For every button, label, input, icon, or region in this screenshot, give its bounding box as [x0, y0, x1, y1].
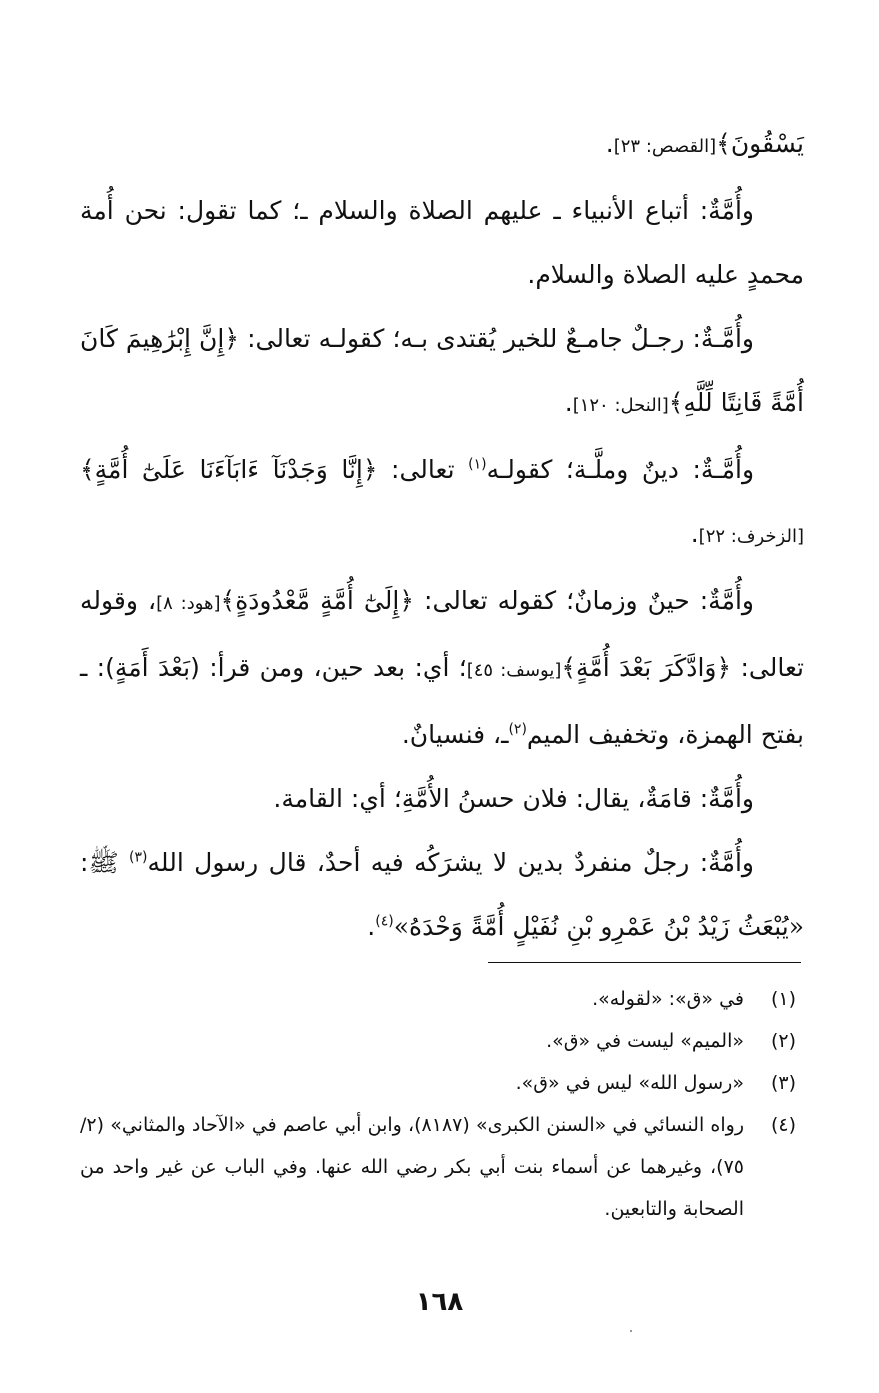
- ornate-bracket-open: ﴿: [716, 653, 732, 682]
- footnote-separator: [488, 962, 801, 963]
- footnote-text: في «ق»: «لقوله».: [592, 988, 744, 1010]
- quran-verse: يَسْقُونَ: [730, 129, 804, 158]
- footnote-number: (٢): [770, 1030, 796, 1052]
- footnote-number: (٣): [770, 1072, 796, 1094]
- hadith-text: «يُبْعَثُ زَيْدُ بْنُ عَمْرِو بْنِ نُفَيْلٍ أُمَّةً وَحْدَهُ»: [393, 912, 804, 941]
- footnote-number: (١): [770, 988, 796, 1010]
- paragraph-text: وأُمَّةٌ: أتباع الأنبياء ـ عليهم الصلاة والسلام ـ؛ كما تقول: نحن أُمة محمدٍ عليه الصلاة والسلام.: [80, 196, 804, 289]
- ornate-bracket-close: ﴾: [80, 455, 95, 484]
- quran-verse: إِلَىٰٓ أُمَّةٍ مَّعْدُودَةٍ: [235, 586, 400, 615]
- paragraph-5: [80, 767, 804, 831]
- paragraph-6: وأُمَّةٌ: رجلٌ منفردٌ بدين لا يشرَكُه فيه أحدٌ، قال رسول الله$^{(٣)}$ ﷺ: «يُبْعَثُ زَيْدُ بْنُ عَمْرِو بْنِ نُفَيْلٍ أُمَّةً وَحْدَهُ»$^{(٤)}$.: [80, 848, 804, 941]
- footnote-text: «رسول الله» ليس في «ق».: [515, 1072, 744, 1094]
- footnote-marker: (٢): [508, 721, 527, 738]
- footnote: [80, 978, 796, 1020]
- paragraph-3: وأُمَّـةٌ: دينٌ وملَّـة؛ كقولـه$^{(١)}$ تعالى: ﴿إِنَّا وَجَدْنَآ ءَابَآءَنَا عَلَىٰٓ أُمَّةٍ﴾[الزخرف: ٢٢].: [80, 455, 804, 548]
- verse-reference: [يوسف: ٤٥]: [466, 660, 562, 681]
- paragraph-4: وأُمَّةٌ: حينٌ وزمانٌ؛ كقوله تعالى: ﴿إِلَىٰٓ أُمَّةٍ مَّعْدُودَةٍ﴾[هود: ٨]، وقوله تعالى: ﴿وَادَّكَرَ بَعْدَ أُمَّةٍ﴾[يوسف: ٤٥]؛ أي: بعد حين، ومن قرأ: (بَعْدَ أَمَةٍ): ـ بفتح الهمزة، وتخفيف الميم$^{(٢)}$ـ، فنسيانٌ.: [80, 586, 804, 749]
- quran-verse: إِنَّ إِبْرَٰهِيمَ كَانَ أُمَّةً قَانِتًا لِّلَّهِ: [80, 324, 804, 417]
- footnote-text: رواه النسائي في «السنن الكبرى» (٨١٨٧)، وابن أبي عاصم في «الآحاد والمثاني» (٢/ ٧٥)، وغيرهما عن أسماء بنت أبي بكر رضي الله عنها. وفي الباب عن غير واحد من الصحابة والتابعين.: [80, 1114, 744, 1220]
- footnote: [80, 1020, 796, 1062]
- verse-reference: [القصص: ٢٣]: [613, 136, 717, 157]
- footnote-marker: (٣): [129, 849, 148, 866]
- ornate-bracket-open: ﴿: [224, 324, 239, 353]
- salawat-icon: ﷺ: [88, 848, 119, 877]
- ornate-bracket-open: ﴿: [399, 586, 414, 615]
- footnote-marker: (٤): [375, 913, 394, 930]
- footnotes: [80, 978, 796, 1230]
- ornate-bracket-close: ﴾: [668, 388, 684, 417]
- quran-verse: وَادَّكَرَ بَعْدَ أُمَّةٍ: [576, 653, 717, 682]
- ornate-bracket-close: ﴾: [716, 129, 731, 158]
- print-speck: [630, 1330, 632, 1332]
- quran-verse: إِنَّا وَجَدْنَآ ءَابَآءَنَا عَلَىٰٓ أُمَّةٍ: [94, 455, 363, 484]
- verse-reference: [هود: ٨]: [156, 593, 221, 614]
- footnote: [80, 1104, 796, 1230]
- page-number: ١٦٨: [415, 1287, 464, 1317]
- ornate-bracket-close: ﴾: [220, 586, 236, 615]
- paragraph-0: يَسْقُونَ﴾[القصص: ٢٣].: [605, 129, 804, 158]
- footnote-number: (٤): [770, 1114, 796, 1136]
- verse-reference: [الزخرف: ٢٢]: [698, 526, 804, 547]
- ornate-bracket-open: ﴿: [362, 455, 378, 484]
- footnote: [80, 1062, 796, 1104]
- paragraph-2: وأُمَّـةٌ: رجـلٌ جامـعٌ للخير يُقتدى بـه؛ كقولـه تعالى: ﴿إِنَّ إِبْرَٰهِيمَ كَانَ أُمَّةً قَانِتًا لِّلَّهِ﴾[النحل: ١٢٠].: [80, 324, 804, 417]
- footnote-marker: (١): [468, 456, 487, 473]
- paragraph-1: [80, 179, 804, 307]
- verse-reference: [النحل: ١٢٠]: [572, 395, 669, 416]
- ornate-bracket-close: ﴾: [561, 653, 577, 682]
- main-text: [80, 112, 804, 959]
- footnote-text: «الميم» ليست في «ق».: [546, 1030, 744, 1052]
- paragraph-text: وأُمَّةٌ: قامَةٌ، يقال: فلان حسنُ الأُمَّةِ؛ أي: القامة.: [273, 784, 754, 813]
